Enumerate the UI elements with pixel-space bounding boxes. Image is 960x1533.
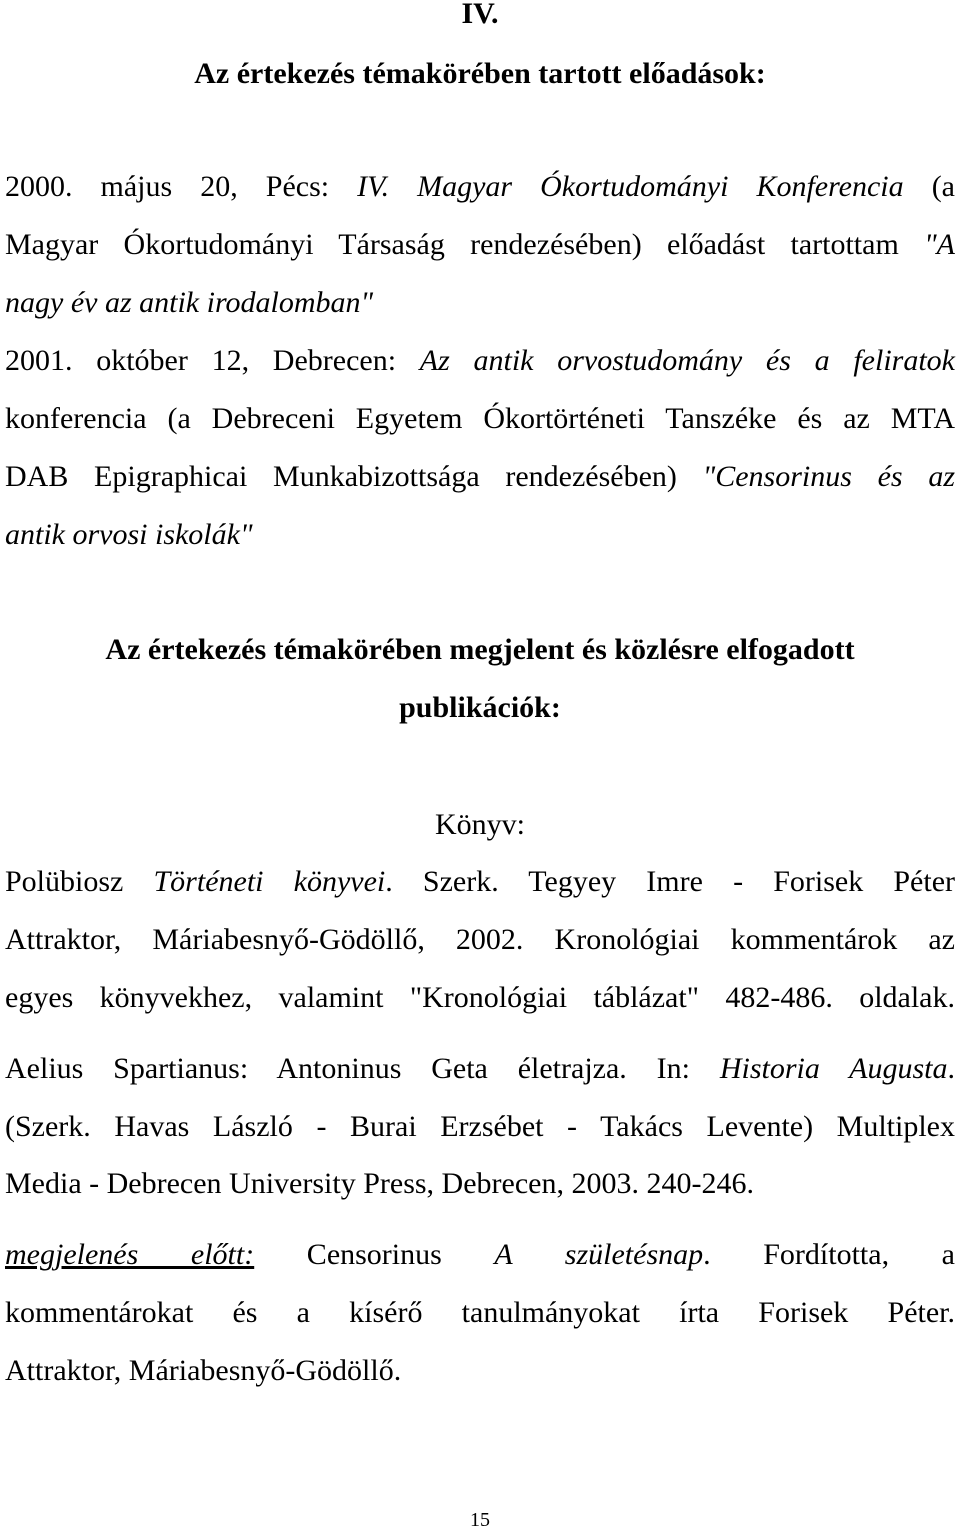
lecture-2-line-3: [5, 459, 955, 495]
lecture-1-line-1: [5, 169, 955, 205]
book-label: Könyv:: [435, 808, 525, 841]
lecture-title: nagy év az antik irodalomban": [5, 286, 374, 319]
pub-1-line-2: [5, 922, 955, 958]
pub-2-line-3: [5, 1166, 955, 1202]
text-run: Magyar Ókortudományi Társaság rendezésében) előadást tartottam: [5, 228, 925, 261]
lecture-1-line-3: [5, 285, 955, 321]
text-run: 2001. október 12, Debrecen:: [5, 344, 420, 377]
lecture-1-line-2: [5, 227, 955, 263]
pub-2-line-2: [5, 1109, 955, 1145]
book-title: A születésnap: [494, 1238, 704, 1271]
text-run: 2000. május 20, Pécs:: [5, 170, 358, 203]
pub-3-line-3: [5, 1353, 955, 1389]
text-run: Media - Debrecen University Press, Debrecen, 2003. 240-246.: [5, 1167, 754, 1200]
pub-2-line-1: [5, 1051, 955, 1087]
text-run: DAB Epigraphicai Munkabizottsága rendezésében): [5, 460, 703, 493]
text-run: . Szerk. Tegyey Imre - Forisek Péter: [385, 865, 956, 898]
text-run: Attraktor, Máriabesnyő-Gödöllő.: [5, 1354, 402, 1387]
pub-1-line-3: [5, 980, 955, 1016]
section-title-lectures: Az értekezés témakörében tartott előadások:: [194, 57, 766, 90]
page-number: 15: [470, 1509, 490, 1531]
text-run: Censorinus: [254, 1238, 495, 1271]
text-run: egyes könyvekhez, valamint "Kronológiai táblázat" 482-486. oldalak.: [5, 981, 955, 1014]
text-run: Polübiosz: [5, 865, 154, 898]
pub-3-line-1: [5, 1237, 955, 1273]
pub-3-line-2: [5, 1295, 955, 1331]
lecture-title: "A: [924, 228, 955, 261]
forthcoming-label: megjelenés előtt:: [5, 1238, 255, 1271]
book-title: Történeti könyvei: [153, 865, 386, 898]
text-run: kommentárokat és a kísérő tanulmányokat írta Forisek Péter.: [5, 1296, 955, 1329]
text-run: . Fordította, a: [703, 1238, 955, 1271]
text-run: (a: [903, 170, 955, 203]
lecture-2-line-2: [5, 401, 955, 437]
section-title-publications-line-1: Az értekezés témakörében megjelent és közlésre elfogadott: [105, 633, 855, 666]
book-title: Historia Augusta: [719, 1052, 948, 1085]
lecture-title: antik orvosi iskolák": [5, 518, 253, 551]
text-run: konferencia (a Debreceni Egyetem Ókortörténeti Tanszéke és az MTA: [5, 402, 955, 435]
lecture-2-line-1: [5, 343, 955, 379]
lecture-title: "Censorinus és az: [702, 460, 955, 493]
section-title-publications-line-2: publikációk:: [399, 691, 561, 724]
text-run: Aelius Spartianus: Antoninus Geta életrajza. In:: [5, 1052, 720, 1085]
pub-1-line-1: [5, 864, 955, 900]
text-run: .: [947, 1052, 955, 1085]
lecture-2-line-4: [5, 517, 955, 553]
conference-name: Az antik orvostudomány és a feliratok: [419, 344, 955, 377]
text-run: Attraktor, Máriabesnyő-Gödöllő, 2002. Kronológiai kommentárok az: [5, 923, 955, 956]
conference-name: IV. Magyar Ókortudományi Konferencia: [357, 170, 904, 203]
chapter-number: IV.: [461, 0, 499, 30]
text-run: (Szerk. Havas László - Burai Erzsébet - Takács Levente) Multiplex: [5, 1110, 955, 1143]
